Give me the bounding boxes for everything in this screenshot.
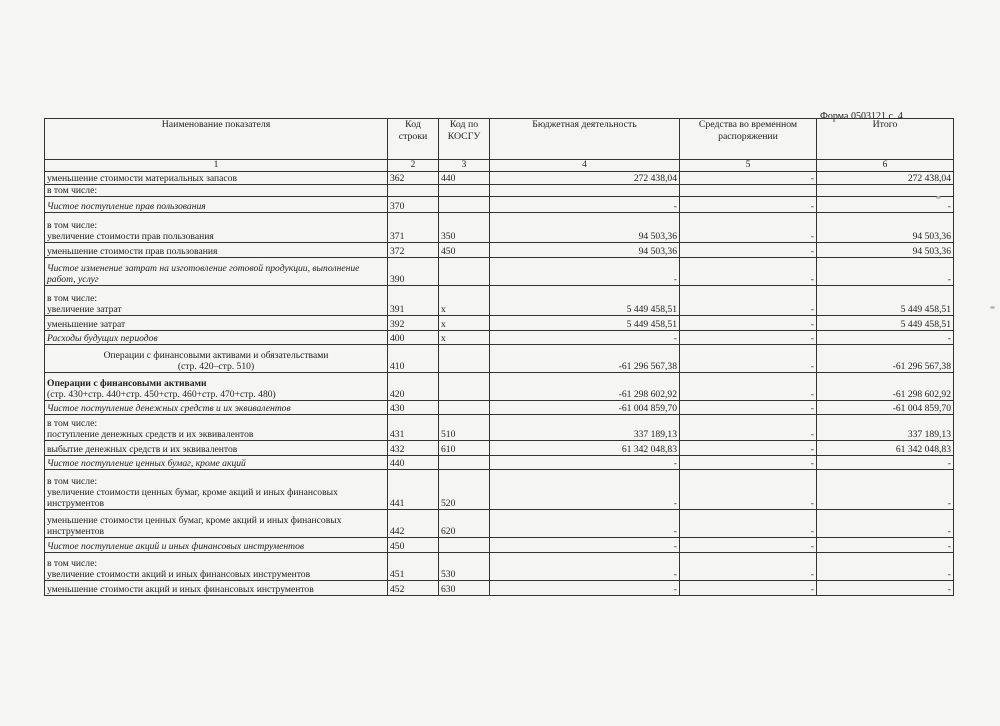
row-budget: -: [490, 197, 680, 213]
row-name: уменьшение стоимости материальных запасов: [45, 172, 388, 185]
row-code: 450: [388, 538, 439, 553]
row-name: уменьшение затрат: [45, 316, 388, 331]
table-row: [45, 172, 954, 185]
row-kosgu: [439, 345, 490, 373]
row-kosgu: 350: [439, 213, 490, 243]
table-row: [45, 581, 954, 596]
row-total: 94 503,36: [817, 243, 954, 258]
row-kosgu: [439, 401, 490, 415]
row-kosgu: 630: [439, 581, 490, 596]
header-temp-funds: Средства во временном распоряжении: [680, 119, 817, 160]
row-temp: -: [680, 510, 817, 538]
row-code: 392: [388, 316, 439, 331]
row-code: 372: [388, 243, 439, 258]
row-name-text: увеличение затрат: [47, 304, 122, 315]
row-kosgu: 610: [439, 441, 490, 456]
table-row: [45, 415, 954, 441]
table-row: [45, 553, 954, 581]
row-name: [45, 345, 388, 373]
table-row: [45, 441, 954, 456]
header-code-row: Код строки: [388, 119, 439, 160]
row-code: 371: [388, 213, 439, 243]
row-budget: [490, 185, 680, 197]
row-name: [45, 286, 388, 316]
column-number: 6: [817, 160, 954, 172]
row-total: -61 004 859,70: [817, 401, 954, 415]
row-total: -: [817, 331, 954, 345]
row-name-text: увеличение стоимости ценных бумаг, кроме акций и иных финансовых инструментов: [47, 487, 338, 509]
table-row: [45, 510, 954, 538]
row-code: 420: [388, 373, 439, 401]
row-total: 5 449 458,51: [817, 316, 954, 331]
row-budget: 94 503,36: [490, 213, 680, 243]
row-name: уменьшение стоимости ценных бумаг, кроме акций и иных финансовых инструментов: [45, 510, 388, 538]
row-total: -: [817, 538, 954, 553]
row-name: [45, 470, 388, 510]
row-total: -: [817, 510, 954, 538]
row-total: -61 298 602,92: [817, 373, 954, 401]
row-total: -61 296 567,38: [817, 345, 954, 373]
row-total: -: [817, 581, 954, 596]
row-budget: -: [490, 538, 680, 553]
row-code: 452: [388, 581, 439, 596]
row-name: [45, 213, 388, 243]
row-temp: -: [680, 538, 817, 553]
row-budget: 5 449 458,51: [490, 286, 680, 316]
row-budget: -: [490, 331, 680, 345]
scan-speck: [936, 196, 941, 199]
row-code: 432: [388, 441, 439, 456]
row-code: 400: [388, 331, 439, 345]
row-temp: -: [680, 172, 817, 185]
row-budget: 272 438,04: [490, 172, 680, 185]
row-name: [45, 373, 388, 401]
table-row: [45, 373, 954, 401]
row-total: 61 342 048,83: [817, 441, 954, 456]
row-name: Чистое поступление денежных средств и их эквивалентов: [45, 401, 388, 415]
row-total: -: [817, 456, 954, 470]
row-code: 362: [388, 172, 439, 185]
scan-speck: [990, 306, 995, 309]
row-total: [817, 185, 954, 197]
row-name-text: увеличение стоимости акций и иных финансовых инструментов: [47, 569, 311, 580]
row-budget: -: [490, 470, 680, 510]
row-kosgu: [439, 197, 490, 213]
header-budget: Бюджетная деятельность: [490, 119, 680, 160]
row-name: уменьшение стоимости прав пользования: [45, 243, 388, 258]
table-row: [45, 185, 954, 197]
row-temp: -: [680, 316, 817, 331]
table-row: [45, 243, 954, 258]
row-name: уменьшение стоимости акций и иных финансовых инструментов: [45, 581, 388, 596]
row-name: [45, 415, 388, 441]
row-budget: -: [490, 510, 680, 538]
table-row: [45, 331, 954, 345]
row-code: 370: [388, 197, 439, 213]
row-subheading: в том числе:: [47, 220, 98, 231]
row-temp: [680, 185, 817, 197]
table-row: [45, 316, 954, 331]
row-name: в том числе:: [45, 185, 388, 197]
row-temp: -: [680, 345, 817, 373]
table-row: [45, 213, 954, 243]
row-name: Чистое поступление акций и иных финансовых инструментов: [45, 538, 388, 553]
table-row: [45, 401, 954, 415]
row-temp: -: [680, 213, 817, 243]
row-total: 94 503,36: [817, 213, 954, 243]
row-code: 391: [388, 286, 439, 316]
row-temp: -: [680, 373, 817, 401]
table-row: [45, 286, 954, 316]
row-code: 440: [388, 456, 439, 470]
row-total: 5 449 458,51: [817, 286, 954, 316]
row-code: 430: [388, 401, 439, 415]
row-temp: -: [680, 581, 817, 596]
row-code: 410: [388, 345, 439, 373]
financial-report-table: [44, 118, 954, 596]
table-row: [45, 258, 954, 286]
row-temp: -: [680, 415, 817, 441]
row-kosgu: 530: [439, 553, 490, 581]
row-temp: -: [680, 258, 817, 286]
column-number: 2: [388, 160, 439, 172]
row-budget: -61 296 567,38: [490, 345, 680, 373]
row-name: Чистое поступление ценных бумаг, кроме акций: [45, 456, 388, 470]
column-number: 5: [680, 160, 817, 172]
row-total: -: [817, 470, 954, 510]
row-kosgu: x: [439, 331, 490, 345]
row-name: [45, 553, 388, 581]
header-code-kosgu: Код по КОСГУ: [439, 119, 490, 160]
row-temp: -: [680, 441, 817, 456]
row-kosgu: x: [439, 316, 490, 331]
row-kosgu: [439, 456, 490, 470]
row-budget: 94 503,36: [490, 243, 680, 258]
row-code: 431: [388, 415, 439, 441]
table-row: [45, 197, 954, 213]
row-temp: -: [680, 286, 817, 316]
row-budget: -: [490, 456, 680, 470]
row-formula: (стр. 430+стр. 440+стр. 450+стр. 460+стр. 470+стр. 480): [47, 389, 276, 400]
row-budget: 61 342 048,83: [490, 441, 680, 456]
row-formula: (стр. 420–стр. 510): [177, 361, 255, 372]
table-row: [45, 470, 954, 510]
row-name-text: увеличение стоимости прав пользования: [47, 231, 214, 242]
row-name: Расходы будущих периодов: [45, 331, 388, 345]
row-total: -: [817, 197, 954, 213]
row-budget: -: [490, 553, 680, 581]
row-kosgu: 620: [439, 510, 490, 538]
row-temp: -: [680, 331, 817, 345]
row-budget: 337 189,13: [490, 415, 680, 441]
row-code: 451: [388, 553, 439, 581]
row-subheading: в том числе:: [47, 418, 98, 429]
row-budget: -61 298 602,92: [490, 373, 680, 401]
row-kosgu: 520: [439, 470, 490, 510]
form-number-label: Форма 0503121 с. 4: [820, 111, 903, 122]
row-code: 442: [388, 510, 439, 538]
row-heading: Операции с финансовыми активами: [47, 378, 207, 389]
row-kosgu: 450: [439, 243, 490, 258]
column-number: 4: [490, 160, 680, 172]
row-budget: 5 449 458,51: [490, 316, 680, 331]
row-budget: -: [490, 258, 680, 286]
row-temp: -: [680, 553, 817, 581]
header-total: Итого: [817, 119, 954, 160]
column-number: 1: [45, 160, 388, 172]
row-temp: -: [680, 197, 817, 213]
row-name: Чистое изменение затрат на изготовление готовой продукции, выполнение работ, услуг: [45, 258, 388, 286]
row-code: 441: [388, 470, 439, 510]
row-budget: -: [490, 581, 680, 596]
row-subheading: в том числе:: [47, 293, 98, 304]
row-total: -: [817, 553, 954, 581]
row-name: выбытие денежных средств и их эквивалентов: [45, 441, 388, 456]
row-kosgu: [439, 185, 490, 197]
row-kosgu: x: [439, 286, 490, 316]
row-heading: Операции с финансовыми активами и обязательствами: [103, 350, 329, 361]
table-row: [45, 345, 954, 373]
column-number: 3: [439, 160, 490, 172]
row-total: -: [817, 258, 954, 286]
row-code: 390: [388, 258, 439, 286]
row-temp: -: [680, 470, 817, 510]
row-budget: -61 004 859,70: [490, 401, 680, 415]
row-total: 272 438,04: [817, 172, 954, 185]
table-row: [45, 456, 954, 470]
row-kosgu: [439, 538, 490, 553]
row-code: [388, 185, 439, 197]
row-subheading: в том числе:: [47, 476, 98, 487]
row-temp: -: [680, 243, 817, 258]
row-kosgu: [439, 373, 490, 401]
row-kosgu: [439, 258, 490, 286]
row-kosgu: 510: [439, 415, 490, 441]
header-name: Наименование показателя: [45, 119, 388, 160]
row-total: 337 189,13: [817, 415, 954, 441]
row-name: Чистое поступление прав пользования: [45, 197, 388, 213]
row-temp: -: [680, 456, 817, 470]
row-subheading: в том числе:: [47, 558, 98, 569]
row-temp: -: [680, 401, 817, 415]
row-kosgu: 440: [439, 172, 490, 185]
row-name-text: поступление денежных средств и их эквивалентов: [47, 429, 254, 440]
table-row: [45, 538, 954, 553]
